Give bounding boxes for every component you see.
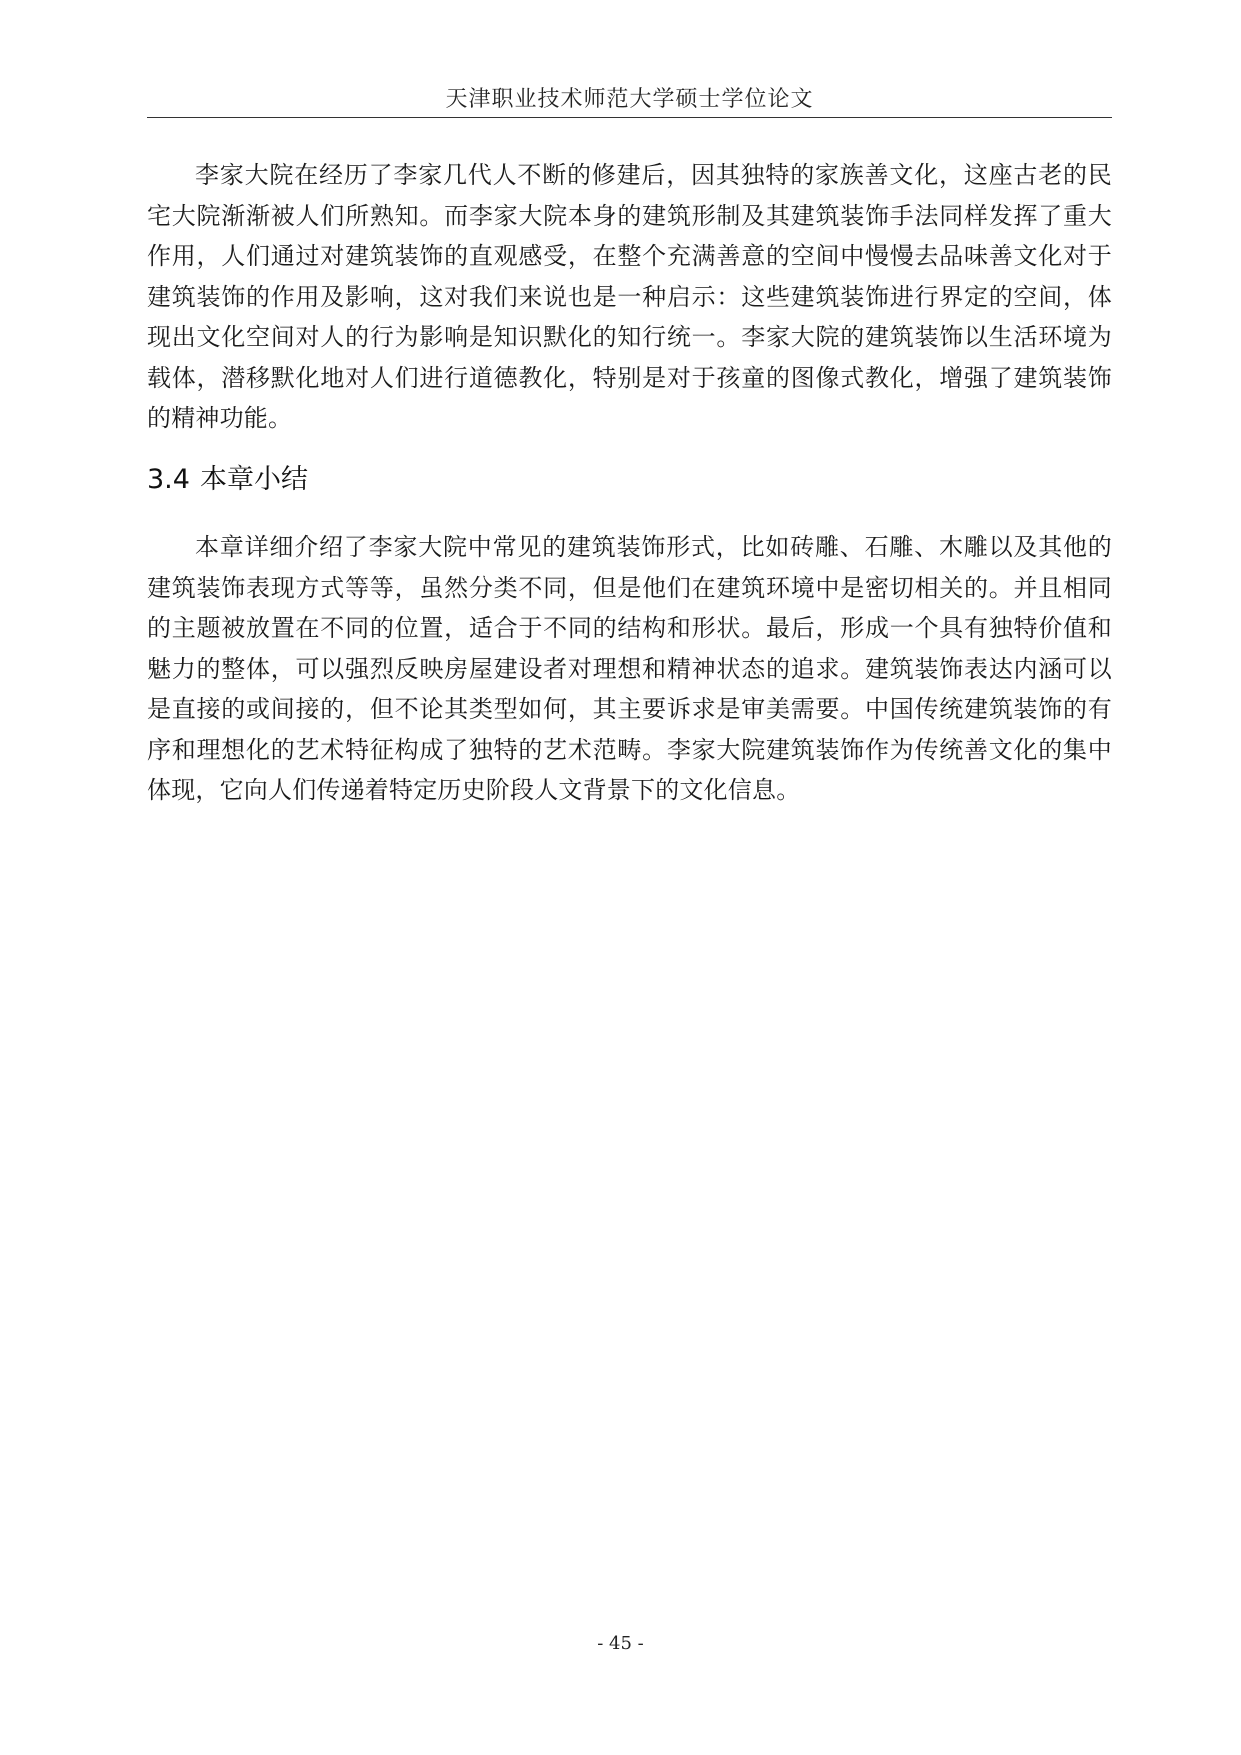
body-paragraph-1: 李家大院在经历了李家几代人不断的修建后，因其独特的家族善文化，这座古老的民宅大院渐渐被人们所熟知。而李家大院本身的建筑形制及其建筑装饰手法同样发挥了重大作用，人们通过对建筑装饰的直观感受，在整个充满善意的空间中慢慢去品味善文化对于建筑装饰的作用及影响，这对我们来说也是一种启示：这些建筑装饰进行界定的空间，体现出文化空间对人的行为影响是知识默化的知行统一。李家大院的建筑装饰以生活环境为载体，潜移默化地对人们进行道德教化，特别是对于孩童的图像式教化，增强了建筑装饰的精神功能。	[147, 161, 1112, 432]
header-rule	[147, 117, 1112, 118]
section-number: 3.4	[147, 464, 190, 495]
body-paragraph-2: 本章详细介绍了李家大院中常见的建筑装饰形式，比如砖雕、石雕、木雕以及其他的建筑装饰表现方式等等，虽然分类不同，但是他们在建筑环境中是密切相关的。并且相同的主题被放置在不同的位置，适合于不同的结构和形状。最后，形成一个具有独特价值和魅力的整体，可以强烈反映房屋建设者对理想和精神状态的追求。建筑装饰表达内涵可以是直接的或间接的，但不论其类型如何，其主要诉求是审美需要。中国传统建筑装饰的有序和理想化的艺术特征构成了独特的艺术范畴。李家大院建筑装饰作为传统善文化的集中体现，它向人们传递着特定历史阶段人文背景下的文化信息。	[147, 533, 1112, 804]
running-header: 天津职业技术师范大学硕士学位论文	[445, 87, 814, 112]
page-number: - 45 -	[597, 1633, 644, 1654]
section-title: 本章小结	[199, 464, 308, 495]
section-heading	[147, 462, 308, 498]
